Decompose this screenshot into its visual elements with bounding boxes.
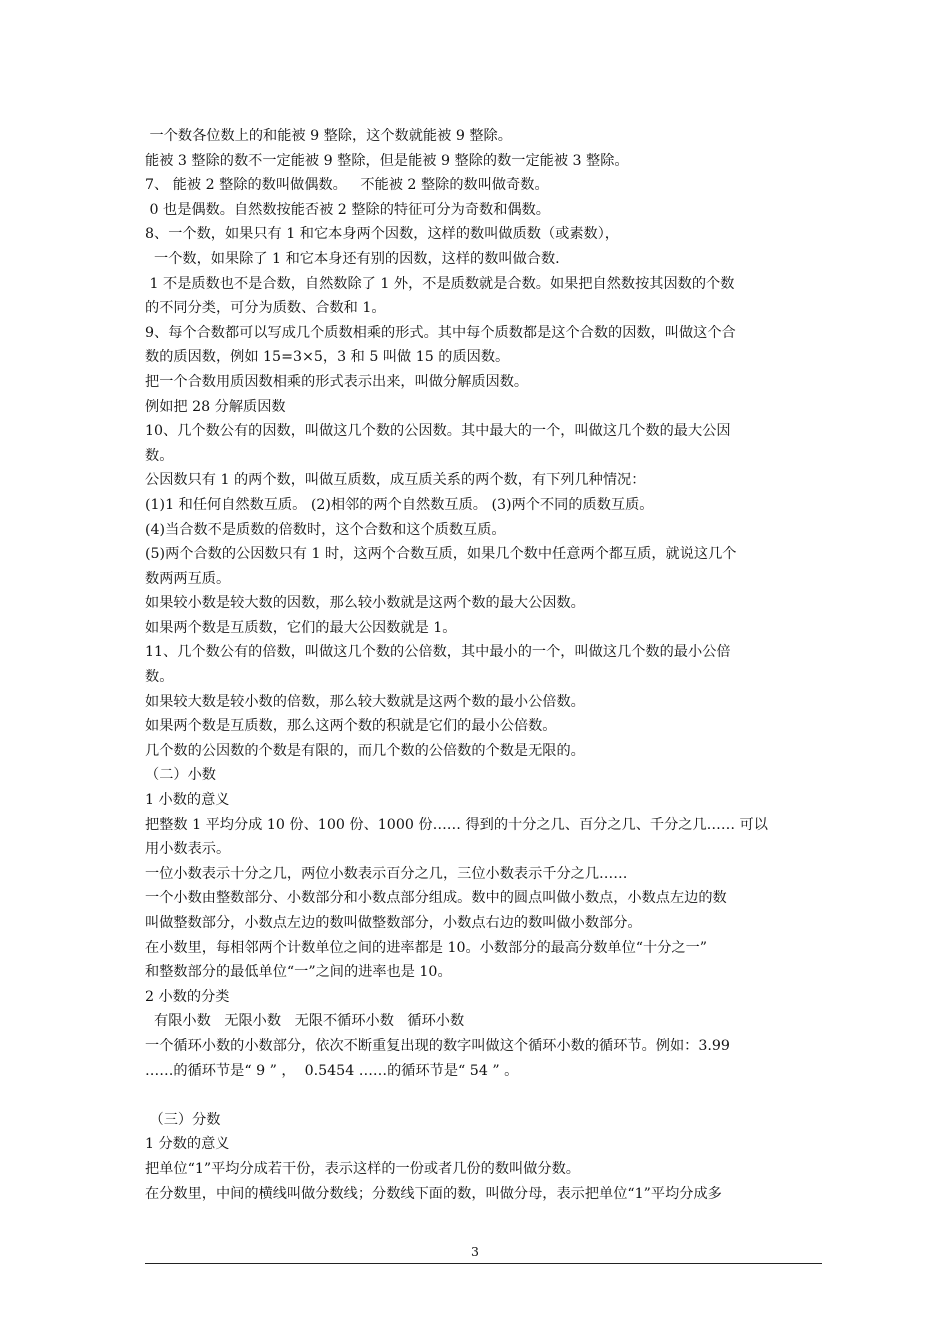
text-line: 把整数 1 平均分成 10 份、100 份、1000 份…… 得到的十分之几、百分之几、千分之几…… 可以 [145,816,768,833]
text-line: 用小数表示。 [145,841,231,858]
text-line: 9、每个合数都可以写成几个质数相乘的形式。其中每个质数都是这个合数的因数，叫做这个合 [145,324,736,341]
text-line: 如果两个数是互质数，它们的最大公因数就是 1。 [145,619,457,636]
text-line: 一位小数表示十分之几，两位小数表示百分之几，三位小数表示千分之几…… [145,865,628,882]
text-line: 数。 [145,669,174,686]
text-line: (1)1 和任何自然数互质。 (2)相邻的两个自然数互质。 (3)两个不同的质数互质。 [145,496,654,513]
text-line: （三）分数 [145,1111,221,1128]
text-line: 一个数各位数上的和能被 9 整除，这个数就能被 9 整除。 [145,128,512,144]
text-line: 在小数里，每相邻两个计数单位之间的进率都是 10。小数部分的最高分数单位“十分之一” [145,939,708,956]
text-line: 把一个合数用质因数相乘的形式表示出来，叫做分解质因数。 [145,373,529,390]
text-line: 的不同分类，可分为质数、合数和 1。 [145,300,386,317]
text-line: 一个数，如果除了 1 和它本身还有别的因数，这样的数叫做合数. [145,250,560,267]
text-line: ……的循环节是“ 9 ” ， 0.5454 ……的循环节是“ 54 ” 。 [145,1062,519,1079]
text-line: 数两两互质。 [145,570,231,587]
text-line: 数的质因数，例如 15=3×5，3 和 5 叫做 15 的质因数。 [145,349,510,366]
text-line: 7、 能被 2 整除的数叫做偶数。 不能被 2 整除的数叫做奇数。 [145,177,549,194]
text-line: 和整数部分的最低单位“一”之间的进率也是 10。 [145,964,452,981]
document-body [145,124,822,1206]
text-line: 一个循环小数的小数部分，依次不断重复出现的数字叫做这个循环小数的循环节。例如：3.99 [145,1037,730,1054]
text-line: 例如把 28 分解质因数 [145,398,286,415]
text-line: 如果较小数是较大数的因数，那么较小数就是这两个数的最大公因数。 [145,595,585,612]
text-line: 如果两个数是互质数，那么这两个数的积就是它们的最小公倍数。 [145,718,557,735]
text-line: 公因数只有 1 的两个数，叫做互质数，成互质关系的两个数，有下列几种情况： [145,472,646,489]
text-line: 把单位“1”平均分成若干份，表示这样的一份或者几份的数叫做分数。 [145,1160,580,1177]
text-line: 有限小数 无限小数 无限不循环小数 循环小数 [145,1013,465,1030]
footer-rule [145,1263,822,1264]
text-line: 在分数里，中间的横线叫做分数线；分数线下面的数，叫做分母，表示把单位“1”平均分成多 [145,1185,722,1202]
text-line: （二）小数 [145,767,216,784]
text-line: 11、几个数公有的倍数，叫做这几个数的公倍数，其中最小的一个，叫做这几个数的最小公倍 [145,644,731,661]
page-number: 3 [471,1244,479,1259]
text-line: 数。 [145,447,174,464]
text-line: 1 分数的意义 [145,1136,230,1153]
text-line: 几个数的公因数的个数是有限的，而几个数的公倍数的个数是无限的。 [145,742,585,759]
text-line [145,1083,822,1108]
text-line: 1 不是质数也不是合数，自然数除了 1 外，不是质数就是合数。如果把自然数按其因数的个数 [145,275,735,292]
text-line: (4)当合数不是质数的倍数时，这个合数和这个质数互质。 [145,521,506,538]
text-line: 能被 3 整除的数不一定能被 9 整除，但是能被 9 整除的数一定能被 3 整除。 [145,152,629,169]
text-line: 1 小数的意义 [145,792,230,809]
text-line: 0 也是偶数。自然数按能否被 2 整除的特征可分为奇数和偶数。 [145,201,550,218]
text-line: 8、一个数，如果只有 1 和它本身两个因数，这样的数叫做质数（或素数）， [145,226,619,243]
text-line: 叫做整数部分，小数点左边的数叫做整数部分，小数点右边的数叫做小数部分。 [145,915,642,931]
text-line: 10、几个数公有的因数，叫做这几个数的公因数。其中最大的一个，叫做这几个数的最大公因 [145,423,731,440]
text-line: 2 小数的分类 [145,988,230,1005]
text-line: 一个小数由整数部分、小数部分和小数点部分组成。数中的圆点叫做小数点，小数点左边的数 [145,890,727,907]
text-line: 如果较大数是较小数的倍数，那么较大数就是这两个数的最小公倍数。 [145,693,585,710]
text-line: (5)两个合数的公因数只有 1 时，这两个合数互质，如果几个数中任意两个都互质，就说这几个 [145,546,737,563]
